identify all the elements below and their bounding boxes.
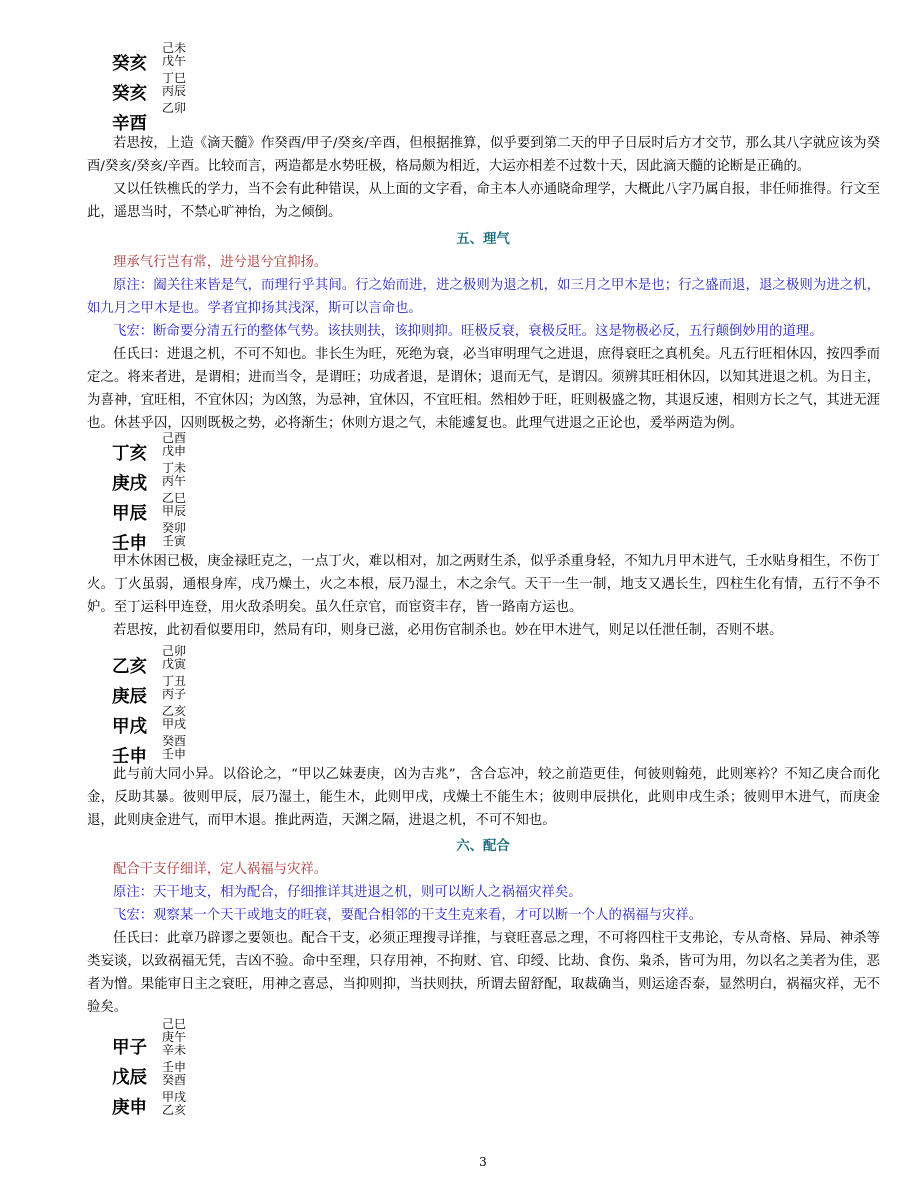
luck-pillar: 庚午 xyxy=(162,1030,187,1044)
luck-pillar: 丙午 xyxy=(162,474,187,488)
original-note: 原注：阖关往来皆是气，而理行乎其间。行之始而进，进之极则为退之机，如三月之甲木是也；行之盛而退，退之极则为进之机，如九月之甲木是也。学者宜抑扬其浅深，斯可以言命也。 xyxy=(87,278,880,316)
commentary: 任氏曰：此章乃辟谬之要领也。配合干支，必须正理搜寻详推，与衰旺喜忌之理，不可将四柱干支弗论，专从奇格、异局、神杀等类妄谈，以致祸福无凭，吉凶不验。命中至理，只存用神，不拘财、官、印绶、比劫、食伤、枭杀，皆可为用，勿以名之美者为佳，恶者为憎。果能审日主之衰旺，用神之喜忌，当抑则抑，当扶则扶，所谓去留舒配，取裁确当，则运途否泰，显然明白，祸福灾祥，无不验矣。 xyxy=(87,931,880,1015)
pillar: 壬申 xyxy=(112,534,147,554)
luck-pillar: 甲戌 xyxy=(162,1090,187,1104)
pillar: 辛酉 xyxy=(112,114,147,134)
paragraph: 甲木休困已极，庚金禄旺克之，一点丁火，难以相对，加之两财生杀，似乎杀重身轻，不知九月甲木进气，壬水贴身相生，不伤丁火。丁火虽弱，通根身库，戌乃燥土，火之本根，辰乃湿土，木之余气。天干一生一制，地支又遇长生，四柱生化有情，五行不争不妒。至丁运科甲连登，用火敌杀明矣。虽久任京官，而宦资丰存，皆一路南方运也。 xyxy=(87,554,880,615)
verse: 配合干支仔细详，定人祸福与灾祥。 xyxy=(113,862,328,877)
pillar: 庚辰 xyxy=(112,687,147,707)
luck-pillar: 乙卯 xyxy=(162,101,187,115)
luck-pillar: 丙子 xyxy=(162,687,187,701)
feihong-note: 飞宏：断命要分清五行的整体气势。该扶则扶，该抑则抑。旺极反衰，衰极反旺。这是物极必反，五行颠倒妙用的道理。 xyxy=(113,324,823,339)
luck-pillar: 癸酉 xyxy=(162,1073,187,1087)
luck-pillar: 壬申 xyxy=(162,747,187,761)
section-heading: 六、配合 xyxy=(456,838,510,854)
luck-pillar: 乙亥 xyxy=(162,704,187,718)
luck-pillar: 戊午 xyxy=(162,54,187,68)
pillar: 丁亥 xyxy=(112,444,147,464)
luck-pillar: 己未 xyxy=(162,41,187,55)
pillar: 庚申 xyxy=(112,1098,147,1118)
luck-pillar: 乙亥 xyxy=(162,1103,187,1117)
luck-pillar: 壬申 xyxy=(162,1060,187,1074)
paragraph: 若思按，上造《滴天髓》作癸酉/甲子/癸亥/辛酉，但根据推算，似乎要到第二天的甲子日辰时后方才交节，那么其八字就应该为癸酉/癸亥/癸亥/辛酉。比较而言，两造都是水势旺极，格局颇为相近，大运亦相差不过数十天，因此滴天髓的论断是正确的。 xyxy=(87,136,880,174)
pillar: 壬申 xyxy=(112,747,147,767)
paragraph: 又以任铁樵氏的学力，当不会有此种错误，从上面的文字看，命主本人亦通晓命理学，大概此八字乃属自报，非任师推得。行文至此，遥思当时，不禁心旷神怡，为之倾倒。 xyxy=(87,182,880,220)
luck-pillar: 乙巳 xyxy=(162,491,187,505)
feihong-note: 飞宏：观察某一个天干或地支的旺衰，要配合相邻的干支生克来看，才可以断一个人的祸福与灾祥。 xyxy=(113,908,703,923)
section-heading: 五、理气 xyxy=(456,231,510,247)
pillar: 庚戌 xyxy=(112,474,147,494)
page-number: 3 xyxy=(479,1155,487,1169)
luck-pillar: 丙辰 xyxy=(162,84,187,98)
luck-pillar: 癸酉 xyxy=(162,734,187,748)
original-note: 原注：天干地支，相为配合，仔细推详其进退之机，则可以断人之祸福灾祥矣。 xyxy=(113,885,582,900)
pillar: 癸亥 xyxy=(112,54,147,74)
luck-pillar: 甲辰 xyxy=(162,504,187,518)
luck-pillar: 辛未 xyxy=(162,1043,187,1057)
pillar: 甲子 xyxy=(112,1038,147,1058)
luck-pillar: 戊寅 xyxy=(162,657,187,671)
luck-pillar: 己酉 xyxy=(162,431,187,445)
luck-pillar: 丁未 xyxy=(162,461,187,475)
verse: 理承气行岂有常，进兮退兮宜抑扬。 xyxy=(113,255,328,270)
luck-pillar: 癸卯 xyxy=(162,521,187,535)
luck-pillar: 壬寅 xyxy=(162,534,187,548)
pillar: 戊辰 xyxy=(112,1068,147,1088)
pillar: 甲辰 xyxy=(112,504,147,524)
luck-pillar: 丁巳 xyxy=(162,71,187,85)
pillar: 癸亥 xyxy=(112,84,147,104)
paragraph: 此与前大同小异。以俗论之，“甲以乙妹妻庚，凶为吉兆”，含合忘冲，较之前造更佳，何彼则翰苑，此则寒衿？不知乙庚合而化金，反助其暴。彼则甲辰，辰乃湿土，能生木，此则甲戌，戌燥土不能生木；彼则申辰拱化，此则申戌生杀；彼则甲木进气，而庚金退，此则庚金进气，而甲木退。推此两造，天渊之隔，进退之机，不可不知也。 xyxy=(87,767,880,828)
luck-pillar: 丁丑 xyxy=(162,674,187,688)
pillar: 乙亥 xyxy=(112,657,147,677)
paragraph: 若思按，此初看似要用印，然局有印，则身已滋，必用伤官制杀也。妙在甲木进气，则足以任泄任制，否则不堪。 xyxy=(113,623,783,638)
luck-pillar: 甲戌 xyxy=(162,717,187,731)
luck-pillar: 己巳 xyxy=(162,1017,187,1031)
pillar: 甲戌 xyxy=(112,717,147,737)
commentary: 任氏曰：进退之机，不可不知也。非长生为旺，死绝为衰，必当审明理气之进退，庶得衰旺之真机矣。凡五行旺相休囚，按四季而定之。将来者进，是谓相；进而当令，是谓旺；功成者退，是谓休；退而无气，是谓囚。须辨其旺相休囚，以知其进退之机。为日主，为喜神，宜旺相，不宜休囚；为凶煞，为忌神，宜休囚，不宜旺相。然相妙于旺，旺则极盛之物，其退反速，相则方长之气，其进无涯也。休甚乎囚，囚则既极之势，必将渐生；休则方退之气，未能遽复也。此理气进退之正论也，爰举两造为例。 xyxy=(87,347,880,431)
luck-pillar: 戊申 xyxy=(162,444,187,458)
luck-pillar: 己卯 xyxy=(162,644,187,658)
